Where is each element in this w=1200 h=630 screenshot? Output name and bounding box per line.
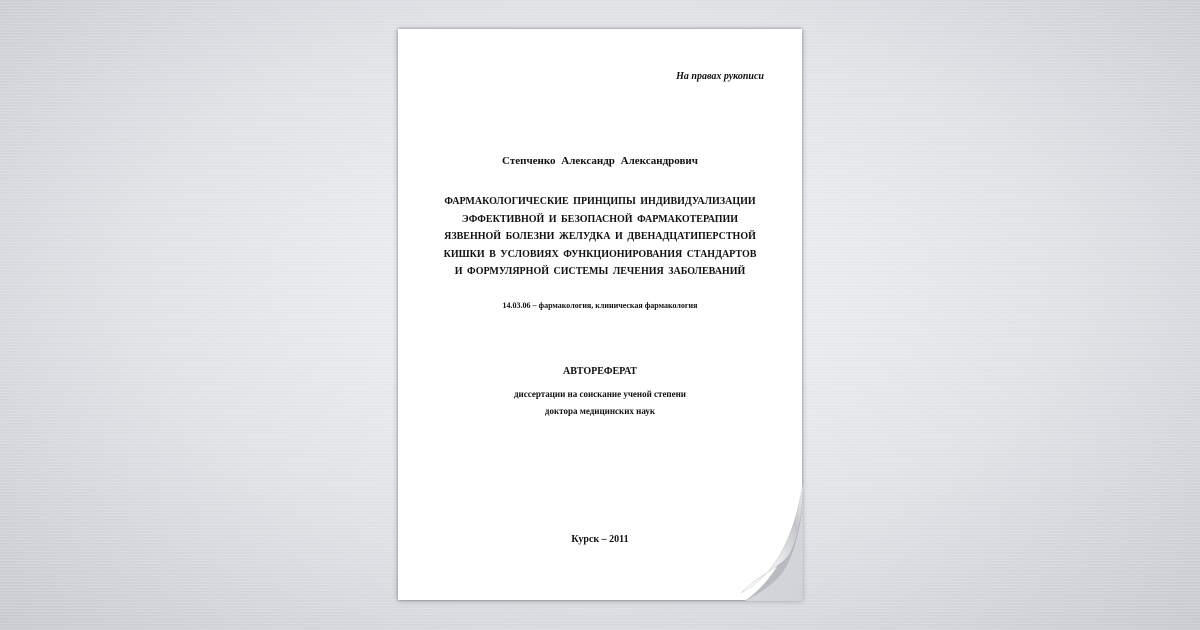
degree-description [398, 386, 802, 420]
title-line: И ФОРМУЛЯРНОЙ СИСТЕМЫ ЛЕЧЕНИЯ ЗАБОЛЕВАНИЙ [454, 266, 746, 277]
author-name: Степченко Александр Александрович [502, 155, 698, 167]
document-page [398, 29, 802, 600]
degree-line: диссертации на соискание ученой степени [514, 389, 686, 399]
degree-line: доктора медицинских наук [544, 406, 656, 416]
title-line: КИШКИ В УСЛОВИЯХ ФУНКЦИОНИРОВАНИЯ СТАНДАРТОВ [443, 248, 757, 260]
specialty-code: 14.03.06 – фармакология, клиническая фармакология [502, 301, 698, 310]
rights-note: На правах рукописи [676, 71, 764, 82]
dissertation-title [398, 193, 802, 281]
place-year: Курск – 2011 [571, 534, 629, 545]
title-line: ФАРМАКОЛОГИЧЕСКИЕ ПРИНЦИПЫ ИНДИВИДУАЛИЗАЦИИ [444, 196, 756, 207]
title-line: ЭФФЕКТИВНОЙ И БЕЗОПАСНОЙ ФАРМАКОТЕРАПИИ [461, 213, 739, 225]
abstract-heading: АВТОРЕФЕРАТ [563, 366, 637, 377]
title-line: ЯЗВЕННОЙ БОЛЕЗНИ ЖЕЛУДКА И ДВЕНАДЦАТИПЕРСТНОЙ [444, 231, 756, 242]
